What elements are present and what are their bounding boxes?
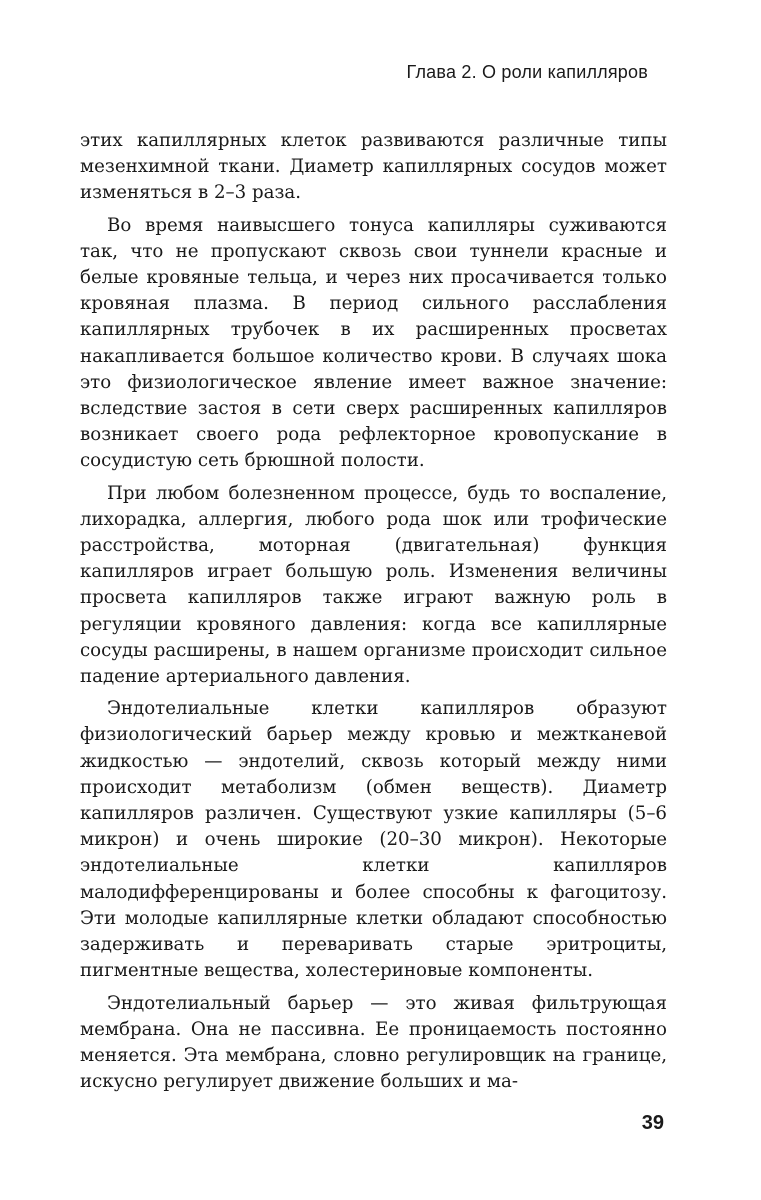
- page-number: 39: [641, 1112, 664, 1134]
- paragraph-continuation: этих капиллярных клеток развиваются различные типы мезенхимной ткани. Диаметр капиллярных сосудов может изменяться в 2–3 раза.: [80, 130, 667, 204]
- paragraph: Эндотелиальный барьер — это живая фильтрующая мембрана. Она не пассивна. Ее проницаемость постоянно меняется. Эта мембрана, словно регулировщик на границе, искусно регулирует движение больших и ма-: [80, 992, 667, 1093]
- paragraph: Во время наивысшего тонуса капилляры суживаются так, что не пропускают сквозь свои туннели красные и белые кровяные тельца, и через них просачивается только кровяная плазма. В период сильного расслабления капиллярных трубочек в их расширенных просветах накапливается большое количество крови. В случаях шока это физиологическое явление имеет важное значение: вследствие застоя в сети сверх расширенных капилляров возникает своего рода рефлекторное кровопускание в сосудистую сеть брюшной полости.: [80, 214, 667, 472]
- running-head: Глава 2. О роли капилляров: [406, 62, 648, 82]
- body-text: [80, 128, 667, 1095]
- paragraph: Эндотелиальные клетки капилляров образуют физиологический барьер между кровью и межтканевой жидкостью — эндотелий, сквозь который между ними происходит метаболизм (обмен веществ). Диаметр капилляров различен. Существуют узкие капилляры (5–6 микрон) и очень широкие (20–30 микрон). Некоторые эндотелиальные клетки капилляров малодифференцированы и более способны к фагоцитозу. Эти молодые капиллярные клетки обладают способностью задерживать и переваривать старые эритроциты, пигментные вещества, холестериновые компоненты.: [80, 698, 667, 982]
- paragraph: При любом болезненном процессе, будь то воспаление, лихорадка, аллергия, любого рода шок или трофические расстройства, моторная (двигательная) функция капилляров играет большую роль. Изменения величины просвета капилляров также играют важную роль в регуляции кровяного давления: когда все капиллярные сосуды расширены, в нашем организме происходит сильное падение артериального давления.: [80, 482, 667, 688]
